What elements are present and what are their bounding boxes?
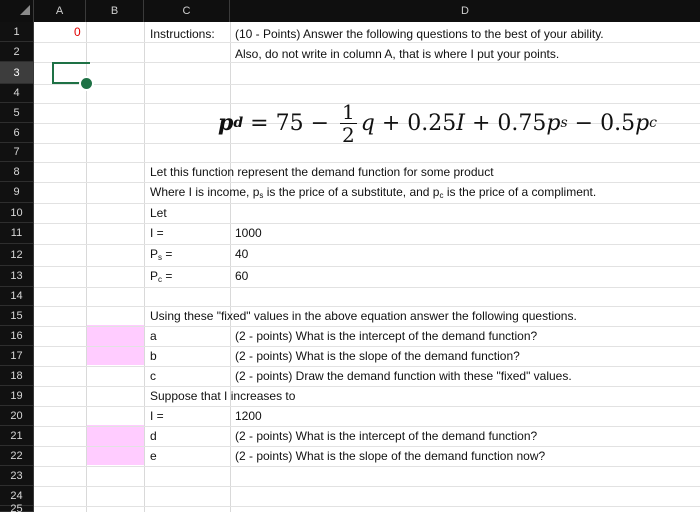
row-header-4[interactable]: 4 bbox=[0, 84, 33, 103]
cell-c11[interactable]: I = bbox=[150, 226, 164, 240]
eq-lhs: p bbox=[218, 110, 234, 136]
gridline bbox=[34, 406, 700, 407]
c12-sub: s bbox=[158, 253, 163, 262]
cell-c10[interactable]: Let bbox=[150, 206, 167, 220]
column-header-a[interactable]: A bbox=[34, 0, 86, 22]
eq-term-sub-coef: + 0.75 bbox=[464, 110, 547, 136]
gridline bbox=[86, 22, 87, 512]
row-header-20[interactable]: 20 bbox=[0, 406, 33, 426]
gridline bbox=[34, 223, 700, 224]
gridline bbox=[144, 22, 145, 512]
highlight-b21-b22[interactable] bbox=[87, 425, 144, 465]
c9-text-3: is the price of a compliment. bbox=[443, 185, 597, 199]
cell-d17[interactable]: (2 - points) What is the slope of the demand function? bbox=[235, 349, 520, 363]
eq-ps: p bbox=[546, 110, 561, 136]
highlight-b16-b17[interactable] bbox=[87, 325, 144, 365]
cell-d21[interactable]: (2 - points) What is the intercept of the demand function? bbox=[235, 429, 538, 443]
row-header-22[interactable]: 22 bbox=[0, 446, 33, 466]
cell-c1[interactable]: Instructions: bbox=[150, 27, 215, 41]
cell-c22[interactable]: e bbox=[150, 449, 157, 463]
c13-p: P bbox=[150, 269, 159, 283]
gridline bbox=[34, 466, 700, 467]
cell-c15[interactable]: Using these "fixed" values in the above equation answer the following questions. bbox=[150, 309, 577, 323]
cell-d20[interactable]: 1200 bbox=[235, 409, 262, 423]
gridline bbox=[34, 266, 700, 267]
eq-pc-sub: c bbox=[649, 115, 658, 131]
row-header-bar bbox=[0, 22, 34, 512]
row-header-12[interactable]: 12 bbox=[0, 244, 33, 266]
select-all-corner[interactable] bbox=[0, 0, 34, 22]
row-header-24[interactable]: 24 bbox=[0, 486, 33, 506]
eq-ps-sub: s bbox=[560, 115, 568, 131]
column-header-c[interactable]: C bbox=[144, 0, 230, 22]
row-header-1[interactable]: 1 bbox=[0, 22, 33, 42]
row-header-3[interactable]: 3 bbox=[0, 62, 33, 84]
row-header-25[interactable]: 25 bbox=[0, 506, 33, 512]
row-header-16[interactable]: 16 bbox=[0, 326, 33, 346]
eq-frac-den: 2 bbox=[342, 122, 355, 147]
cell-c9[interactable] bbox=[150, 182, 596, 202]
gridline bbox=[34, 486, 700, 487]
c9-text-1: Where I is income, p bbox=[150, 185, 260, 199]
gridline bbox=[34, 506, 700, 507]
row-header-6[interactable]: 6 bbox=[0, 123, 33, 143]
eq-pc: p bbox=[635, 110, 650, 136]
row-header-17[interactable]: 17 bbox=[0, 346, 33, 366]
eq-q: q bbox=[360, 110, 375, 136]
gridline bbox=[34, 244, 700, 245]
gridline bbox=[34, 84, 700, 85]
cell-d13[interactable]: 60 bbox=[235, 269, 249, 283]
row-header-8[interactable]: 8 bbox=[0, 162, 33, 182]
row-header-5[interactable]: 5 bbox=[0, 103, 33, 123]
column-header-d[interactable]: D bbox=[461, 5, 469, 17]
cell-c17[interactable]: b bbox=[150, 349, 157, 363]
demand-equation bbox=[218, 90, 657, 156]
cell-d18[interactable]: (2 - points) Draw the demand function with these "fixed" values. bbox=[235, 369, 572, 383]
gridline bbox=[34, 386, 700, 387]
c9-sub-s: s bbox=[259, 191, 264, 200]
row-header-19[interactable]: 19 bbox=[0, 386, 33, 406]
c12-p: P bbox=[150, 247, 159, 261]
column-header-b[interactable]: B bbox=[86, 0, 144, 22]
c9-sub-c: c bbox=[439, 191, 444, 200]
column-header-bar bbox=[0, 0, 700, 22]
cell-c12[interactable] bbox=[150, 244, 172, 264]
cell-d11[interactable]: 1000 bbox=[235, 226, 262, 240]
row-header-2[interactable]: 2 bbox=[0, 42, 33, 62]
eq-term-income-coef: + 0.25 bbox=[374, 110, 457, 136]
row-header-14[interactable]: 14 bbox=[0, 287, 33, 306]
cell-c18[interactable]: c bbox=[150, 369, 156, 383]
fill-handle[interactable] bbox=[79, 76, 94, 91]
c12-eq: = bbox=[162, 247, 173, 261]
c9-text-2: is the price of a substitute, and p bbox=[263, 185, 440, 199]
eq-frac-num: 1 bbox=[342, 99, 355, 124]
gridline bbox=[34, 287, 700, 288]
cell-c21[interactable]: d bbox=[150, 429, 157, 443]
row-header-9[interactable]: 9 bbox=[0, 182, 33, 203]
cell-c8[interactable]: Let this function represent the demand function for some product bbox=[150, 165, 494, 179]
c13-sub: c bbox=[158, 275, 163, 284]
gridline bbox=[34, 203, 700, 204]
cell-d22[interactable]: (2 - points) What is the slope of the demand function now? bbox=[235, 449, 546, 463]
eq-i: I bbox=[456, 110, 465, 136]
cell-a1[interactable]: 0 bbox=[74, 25, 81, 39]
cell-c13[interactable] bbox=[150, 266, 172, 286]
eq-fraction bbox=[340, 101, 357, 146]
row-header-13[interactable]: 13 bbox=[0, 266, 33, 287]
row-header-10[interactable]: 10 bbox=[0, 203, 33, 223]
eq-term-comp-coef: − 0.5 bbox=[567, 110, 636, 136]
row-header-7[interactable]: 7 bbox=[0, 143, 33, 162]
cell-d16[interactable]: (2 - points) What is the intercept of the demand function? bbox=[235, 329, 538, 343]
row-header-23[interactable]: 23 bbox=[0, 466, 33, 486]
cell-d12[interactable]: 40 bbox=[235, 247, 249, 261]
eq-lhs-sub: d bbox=[233, 115, 244, 131]
row-header-15[interactable]: 15 bbox=[0, 306, 33, 326]
row-header-18[interactable]: 18 bbox=[0, 366, 33, 386]
eq-constant: = 75 − bbox=[243, 110, 337, 136]
cell-d2[interactable]: Also, do not write in column A, that is where I put your points. bbox=[235, 47, 560, 61]
c13-eq: = bbox=[162, 269, 173, 283]
cell-c16[interactable]: a bbox=[150, 329, 157, 343]
cell-d1[interactable]: (10 - Points) Answer the following questions to the best of your ability. bbox=[235, 27, 604, 41]
row-header-21[interactable]: 21 bbox=[0, 426, 33, 446]
row-header-11[interactable]: 11 bbox=[0, 223, 33, 244]
cell-c20[interactable]: I = bbox=[150, 409, 164, 423]
cell-c19[interactable]: Suppose that I increases to bbox=[150, 389, 296, 403]
